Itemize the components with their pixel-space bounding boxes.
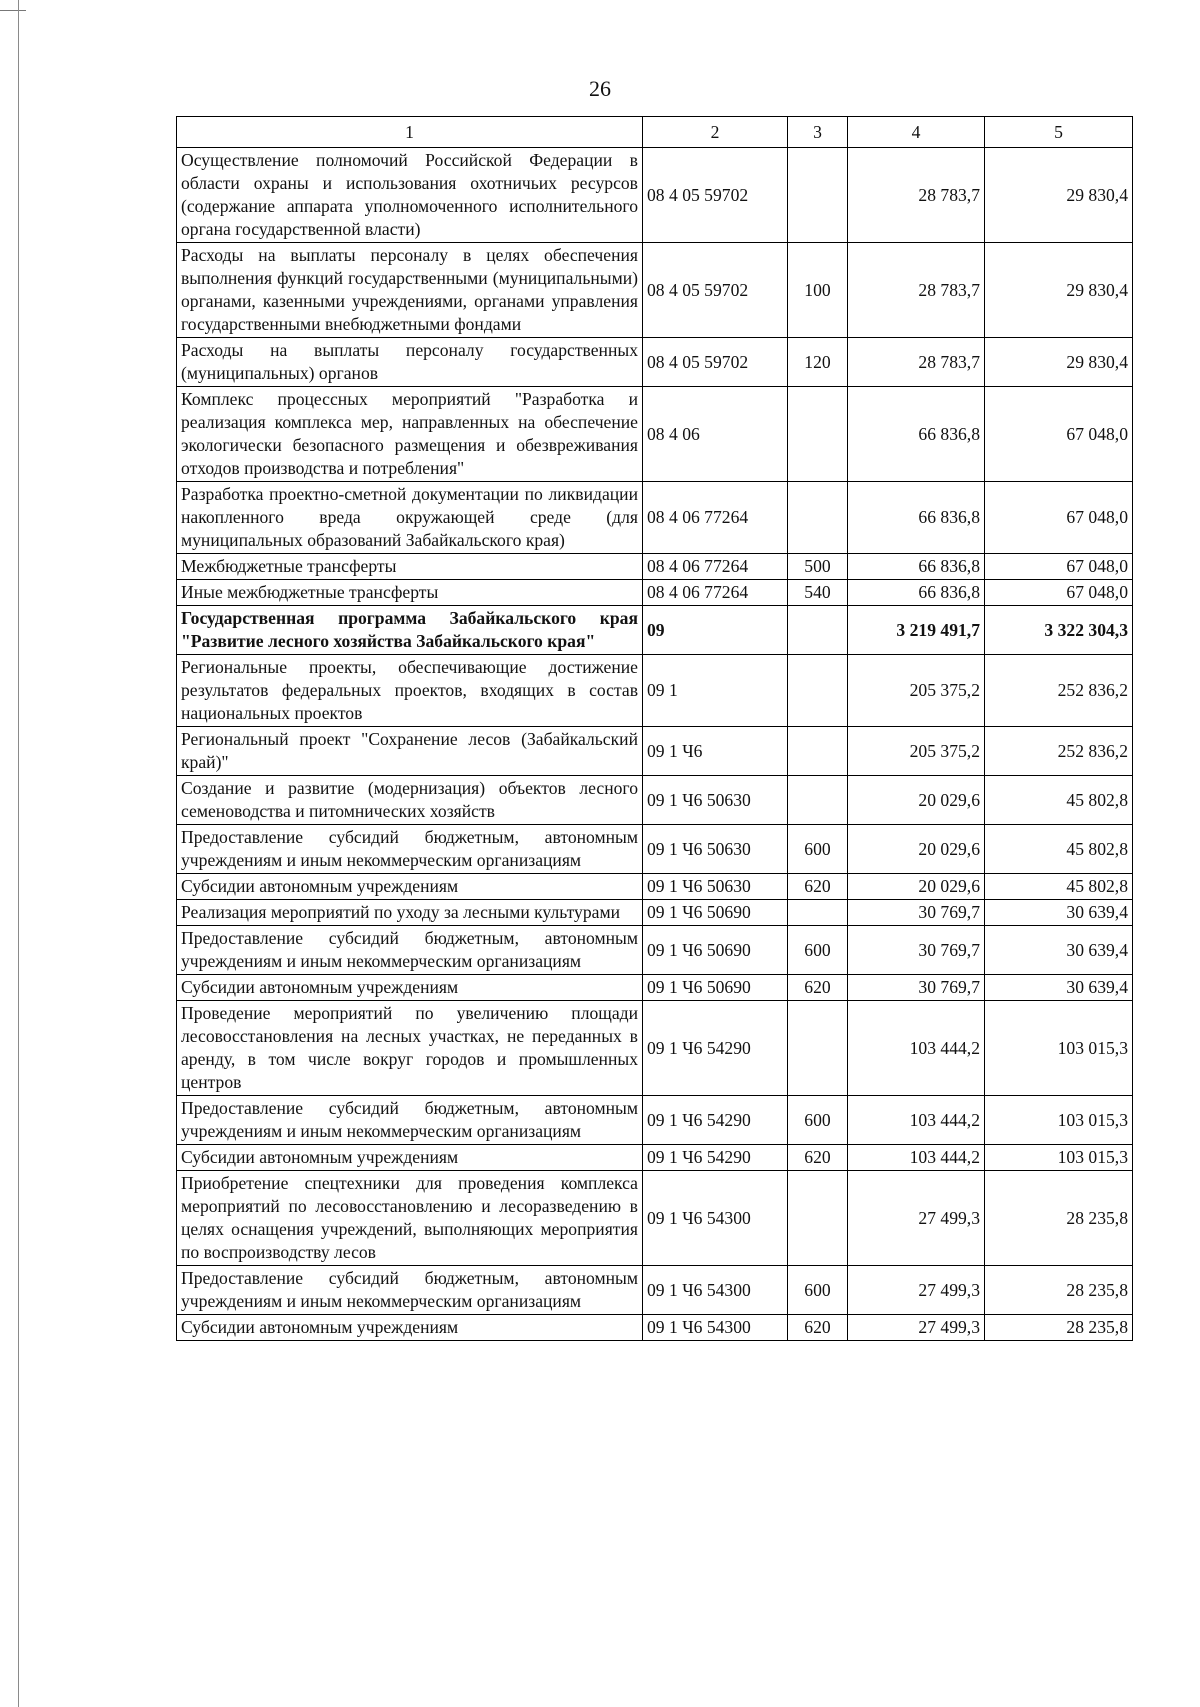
row-code: 09 1 Ч6 50630 xyxy=(643,776,788,825)
row-expense-type xyxy=(788,776,848,825)
row-name: Субсидии автономным учреждениям xyxy=(177,1145,643,1171)
row-amount-year-2: 103 015,3 xyxy=(985,1001,1133,1096)
row-code: 09 1 Ч6 54290 xyxy=(643,1145,788,1171)
row-amount-year-2: 30 639,4 xyxy=(985,926,1133,975)
page-number: 26 xyxy=(589,76,611,101)
row-code: 08 4 05 59702 xyxy=(643,338,788,387)
row-amount-year-2: 30 639,4 xyxy=(985,900,1133,926)
row-amount-year-2: 252 836,2 xyxy=(985,727,1133,776)
row-name: Межбюджетные трансферты xyxy=(177,554,643,580)
table-row xyxy=(177,1315,1133,1341)
row-code: 09 1 Ч6 50690 xyxy=(643,975,788,1001)
row-code: 09 1 Ч6 50630 xyxy=(643,874,788,900)
row-amount-year-1: 30 769,7 xyxy=(848,900,985,926)
row-amount-year-1: 20 029,6 xyxy=(848,776,985,825)
row-code: 08 4 06 77264 xyxy=(643,554,788,580)
row-amount-year-2: 67 048,0 xyxy=(985,482,1133,554)
table-row xyxy=(177,776,1133,825)
row-amount-year-1: 66 836,8 xyxy=(848,554,985,580)
row-expense-type: 620 xyxy=(788,1145,848,1171)
table-row xyxy=(177,606,1133,655)
row-expense-type xyxy=(788,148,848,243)
row-name: Разработка проектно-сметной документации по ликвидации накопленного вреда окружающей среде (для муниципальных образований Забайкальского края) xyxy=(177,482,643,554)
row-name: Субсидии автономным учреждениям xyxy=(177,874,643,900)
header-col-4: 4 xyxy=(848,117,985,148)
table-row xyxy=(177,655,1133,727)
header-col-2: 2 xyxy=(643,117,788,148)
row-code: 08 4 06 77264 xyxy=(643,580,788,606)
row-amount-year-1: 28 783,7 xyxy=(848,338,985,387)
table-row xyxy=(177,580,1133,606)
row-name: Осуществление полномочий Российской Федерации в области охраны и использования охотничьих ресурсов (содержание аппарата уполномоченного исполнительного органа государственной власти) xyxy=(177,148,643,243)
table-row xyxy=(177,1001,1133,1096)
table-row xyxy=(177,975,1133,1001)
row-amount-year-1: 30 769,7 xyxy=(848,926,985,975)
row-code: 09 1 Ч6 50630 xyxy=(643,825,788,874)
row-amount-year-2: 103 015,3 xyxy=(985,1096,1133,1145)
scan-margin-line xyxy=(18,0,19,1707)
header-col-5: 5 xyxy=(985,117,1133,148)
table-row xyxy=(177,727,1133,776)
row-name: Предоставление субсидий бюджетным, автономным учреждениям и иным некоммерческим организациям xyxy=(177,825,643,874)
table-row xyxy=(177,148,1133,243)
row-amount-year-1: 3 219 491,7 xyxy=(848,606,985,655)
row-code: 08 4 06 xyxy=(643,387,788,482)
row-amount-year-1: 20 029,6 xyxy=(848,874,985,900)
row-name: Создание и развитие (модернизация) объектов лесного семеноводства и питомнических хозяйств xyxy=(177,776,643,825)
row-expense-type: 600 xyxy=(788,1096,848,1145)
row-expense-type: 620 xyxy=(788,874,848,900)
row-code: 09 1 Ч6 50690 xyxy=(643,926,788,975)
table-row xyxy=(177,387,1133,482)
row-code: 08 4 05 59702 xyxy=(643,243,788,338)
row-expense-type: 500 xyxy=(788,554,848,580)
row-name: Комплекс процессных мероприятий "Разработка и реализация комплекса мер, направленных на обеспечение экологически безопасного размещения и обезвреживания отходов производства и потребления" xyxy=(177,387,643,482)
table-row xyxy=(177,243,1133,338)
row-name: Предоставление субсидий бюджетным, автономным учреждениям и иным некоммерческим организациям xyxy=(177,1096,643,1145)
row-amount-year-2: 28 235,8 xyxy=(985,1315,1133,1341)
table-row xyxy=(177,554,1133,580)
row-amount-year-1: 103 444,2 xyxy=(848,1096,985,1145)
table-row xyxy=(177,926,1133,975)
row-expense-type xyxy=(788,1001,848,1096)
row-amount-year-2: 45 802,8 xyxy=(985,825,1133,874)
row-code: 09 1 Ч6 54300 xyxy=(643,1315,788,1341)
row-expense-type: 620 xyxy=(788,975,848,1001)
row-amount-year-1: 28 783,7 xyxy=(848,148,985,243)
row-amount-year-1: 27 499,3 xyxy=(848,1266,985,1315)
table-row xyxy=(177,338,1133,387)
row-name: Региональный проект "Сохранение лесов (Забайкальский край)" xyxy=(177,727,643,776)
row-amount-year-2: 45 802,8 xyxy=(985,874,1133,900)
row-expense-type xyxy=(788,655,848,727)
row-code: 08 4 06 77264 xyxy=(643,482,788,554)
row-amount-year-2: 103 015,3 xyxy=(985,1145,1133,1171)
row-name: Предоставление субсидий бюджетным, автономным учреждениям и иным некоммерческим организациям xyxy=(177,1266,643,1315)
row-expense-type: 620 xyxy=(788,1315,848,1341)
header-col-3: 3 xyxy=(788,117,848,148)
row-amount-year-2: 29 830,4 xyxy=(985,243,1133,338)
table-row xyxy=(177,1171,1133,1266)
row-amount-year-2: 252 836,2 xyxy=(985,655,1133,727)
table-row xyxy=(177,900,1133,926)
row-amount-year-2: 30 639,4 xyxy=(985,975,1133,1001)
row-amount-year-2: 3 322 304,3 xyxy=(985,606,1133,655)
row-expense-type xyxy=(788,606,848,655)
row-expense-type xyxy=(788,900,848,926)
row-name: Субсидии автономным учреждениям xyxy=(177,975,643,1001)
table-row xyxy=(177,1145,1133,1171)
row-name: Субсидии автономным учреждениям xyxy=(177,1315,643,1341)
row-name: Расходы на выплаты персоналу государственных (муниципальных) органов xyxy=(177,338,643,387)
row-amount-year-1: 28 783,7 xyxy=(848,243,985,338)
row-code: 09 1 Ч6 xyxy=(643,727,788,776)
row-amount-year-2: 67 048,0 xyxy=(985,387,1133,482)
row-code: 08 4 05 59702 xyxy=(643,148,788,243)
table-row xyxy=(177,1266,1133,1315)
row-name: Расходы на выплаты персоналу в целях обеспечения выполнения функций государственными (муниципальными) органами, казенными учреждениями, органами управления государственными внебюджетными фондами xyxy=(177,243,643,338)
header-col-1: 1 xyxy=(177,117,643,148)
row-expense-type xyxy=(788,1171,848,1266)
row-amount-year-1: 205 375,2 xyxy=(848,655,985,727)
table-row xyxy=(177,482,1133,554)
row-name: Реализация мероприятий по уходу за лесными культурами xyxy=(177,900,643,926)
row-amount-year-1: 20 029,6 xyxy=(848,825,985,874)
row-code: 09 1 Ч6 54290 xyxy=(643,1096,788,1145)
row-amount-year-1: 103 444,2 xyxy=(848,1001,985,1096)
row-amount-year-2: 28 235,8 xyxy=(985,1266,1133,1315)
row-amount-year-1: 27 499,3 xyxy=(848,1315,985,1341)
row-expense-type: 600 xyxy=(788,1266,848,1315)
row-amount-year-2: 67 048,0 xyxy=(985,580,1133,606)
row-name: Предоставление субсидий бюджетным, автономным учреждениям и иным некоммерческим организациям xyxy=(177,926,643,975)
row-name: Государственная программа Забайкальского края "Развитие лесного хозяйства Забайкальского края" xyxy=(177,606,643,655)
row-amount-year-1: 30 769,7 xyxy=(848,975,985,1001)
row-code: 09 1 Ч6 54300 xyxy=(643,1171,788,1266)
row-code: 09 xyxy=(643,606,788,655)
row-amount-year-2: 29 830,4 xyxy=(985,148,1133,243)
row-amount-year-1: 66 836,8 xyxy=(848,387,985,482)
budget-table xyxy=(176,116,1133,1341)
row-amount-year-2: 45 802,8 xyxy=(985,776,1133,825)
table-row xyxy=(177,1096,1133,1145)
scan-corner-mark xyxy=(0,10,26,11)
row-code: 09 1 Ч6 50690 xyxy=(643,900,788,926)
row-amount-year-2: 28 235,8 xyxy=(985,1171,1133,1266)
table-row xyxy=(177,825,1133,874)
row-code: 09 1 Ч6 54290 xyxy=(643,1001,788,1096)
row-code: 09 1 xyxy=(643,655,788,727)
row-name: Проведение мероприятий по увеличению площади лесовосстановления на лесных участках, не переданных в аренду, в том числе вокруг городов и промышленных центров xyxy=(177,1001,643,1096)
row-expense-type: 600 xyxy=(788,825,848,874)
row-name: Региональные проекты, обеспечивающие достижение результатов федеральных проектов, входящих в состав национальных проектов xyxy=(177,655,643,727)
row-code: 09 1 Ч6 54300 xyxy=(643,1266,788,1315)
row-amount-year-1: 66 836,8 xyxy=(848,482,985,554)
row-expense-type: 120 xyxy=(788,338,848,387)
row-expense-type xyxy=(788,727,848,776)
table-header-row xyxy=(177,117,1133,148)
row-expense-type: 100 xyxy=(788,243,848,338)
row-amount-year-1: 27 499,3 xyxy=(848,1171,985,1266)
table-row xyxy=(177,874,1133,900)
row-amount-year-1: 66 836,8 xyxy=(848,580,985,606)
row-amount-year-2: 29 830,4 xyxy=(985,338,1133,387)
row-expense-type xyxy=(788,387,848,482)
row-expense-type xyxy=(788,482,848,554)
row-amount-year-1: 205 375,2 xyxy=(848,727,985,776)
row-amount-year-2: 67 048,0 xyxy=(985,554,1133,580)
row-name: Приобретение спецтехники для проведения комплекса мероприятий по лесовосстановлению и лесоразведению в целях оснащения учреждений, выполняющих мероприятия по воспроизводству лесов xyxy=(177,1171,643,1266)
row-expense-type: 540 xyxy=(788,580,848,606)
row-name: Иные межбюджетные трансферты xyxy=(177,580,643,606)
row-expense-type: 600 xyxy=(788,926,848,975)
row-amount-year-1: 103 444,2 xyxy=(848,1145,985,1171)
